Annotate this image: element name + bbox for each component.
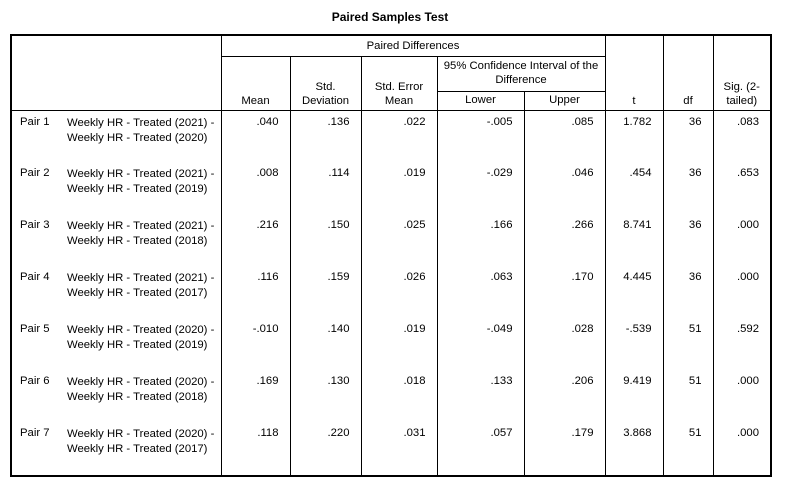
cell-lower: -.005 xyxy=(437,110,524,162)
confidence-interval-header: 95% Confidence Interval of the Difference xyxy=(437,56,605,91)
cell-sig: .653 xyxy=(713,162,771,214)
table-row xyxy=(11,370,771,422)
cell-mean: -.010 xyxy=(221,318,290,370)
cell-se: .018 xyxy=(361,370,437,422)
cell-t: 9.419 xyxy=(605,370,663,422)
cell-sig: .592 xyxy=(713,318,771,370)
cell-sd: .114 xyxy=(290,162,361,214)
cell-mean: .008 xyxy=(221,162,290,214)
cell-upper: .028 xyxy=(524,318,605,370)
lower-header: Lower xyxy=(437,91,524,110)
table-row xyxy=(11,266,771,318)
cell-sd: .159 xyxy=(290,266,361,318)
cell-sig: .000 xyxy=(713,266,771,318)
pair-name: Pair 5 xyxy=(11,318,63,370)
cell-se: .019 xyxy=(361,318,437,370)
cell-df: 36 xyxy=(663,214,713,266)
cell-df: 51 xyxy=(663,422,713,476)
mean-header: Mean xyxy=(221,56,290,110)
upper-header: Upper xyxy=(524,91,605,110)
cell-mean: .040 xyxy=(221,110,290,162)
cell-sd: .140 xyxy=(290,318,361,370)
pair-name: Pair 3 xyxy=(11,214,63,266)
cell-sig: .000 xyxy=(713,422,771,476)
cell-t: 4.445 xyxy=(605,266,663,318)
table-row xyxy=(11,422,771,476)
cell-lower: .057 xyxy=(437,422,524,476)
table-row xyxy=(11,214,771,266)
cell-sig: .000 xyxy=(713,214,771,266)
std-error-mean-header: Std. Error Mean xyxy=(361,56,437,110)
cell-se: .026 xyxy=(361,266,437,318)
pair-name: Pair 7 xyxy=(11,422,63,476)
pair-name: Pair 1 xyxy=(11,110,63,162)
cell-sd: .130 xyxy=(290,370,361,422)
cell-sd: .150 xyxy=(290,214,361,266)
table-body xyxy=(11,110,771,476)
cell-df: 51 xyxy=(663,318,713,370)
cell-t: 1.782 xyxy=(605,110,663,162)
pair-name: Pair 4 xyxy=(11,266,63,318)
cell-lower: -.049 xyxy=(437,318,524,370)
cell-df: 36 xyxy=(663,266,713,318)
cell-upper: .046 xyxy=(524,162,605,214)
t-header: t xyxy=(605,35,663,110)
pair-label: Weekly HR - Treated (2021) - Weekly HR - Treated (2020) xyxy=(63,110,221,162)
cell-sd: .136 xyxy=(290,110,361,162)
df-header: df xyxy=(663,35,713,110)
cell-sig: .083 xyxy=(713,110,771,162)
cell-t: 8.741 xyxy=(605,214,663,266)
pair-label: Weekly HR - Treated (2021) - Weekly HR - Treated (2017) xyxy=(63,266,221,318)
paired-samples-test-table xyxy=(10,34,772,477)
cell-df: 36 xyxy=(663,162,713,214)
table-row xyxy=(11,110,771,162)
cell-df: 36 xyxy=(663,110,713,162)
cell-upper: .170 xyxy=(524,266,605,318)
cell-lower: .133 xyxy=(437,370,524,422)
cell-upper: .179 xyxy=(524,422,605,476)
pair-label: Weekly HR - Treated (2021) - Weekly HR - Treated (2019) xyxy=(63,162,221,214)
cell-lower: .166 xyxy=(437,214,524,266)
cell-upper: .085 xyxy=(524,110,605,162)
cell-se: .019 xyxy=(361,162,437,214)
cell-mean: .118 xyxy=(221,422,290,476)
cell-sig: .000 xyxy=(713,370,771,422)
pair-label: Weekly HR - Treated (2020) - Weekly HR - Treated (2017) xyxy=(63,422,221,476)
cell-mean: .169 xyxy=(221,370,290,422)
std-deviation-header: Std. Deviation xyxy=(290,56,361,110)
corner-cell xyxy=(11,35,221,110)
cell-se: .025 xyxy=(361,214,437,266)
cell-se: .022 xyxy=(361,110,437,162)
table-row xyxy=(11,318,771,370)
cell-t: -.539 xyxy=(605,318,663,370)
cell-df: 51 xyxy=(663,370,713,422)
table-row xyxy=(11,162,771,214)
pair-label: Weekly HR - Treated (2020) - Weekly HR - Treated (2018) xyxy=(63,370,221,422)
table-title: Paired Samples Test xyxy=(331,10,449,24)
paired-differences-header: Paired Differences xyxy=(221,35,605,56)
cell-t: .454 xyxy=(605,162,663,214)
pair-label: Weekly HR - Treated (2020) - Weekly HR - Treated (2019) xyxy=(63,318,221,370)
cell-lower: -.029 xyxy=(437,162,524,214)
pair-name: Pair 2 xyxy=(11,162,63,214)
cell-upper: .266 xyxy=(524,214,605,266)
pair-name: Pair 6 xyxy=(11,370,63,422)
cell-mean: .116 xyxy=(221,266,290,318)
cell-upper: .206 xyxy=(524,370,605,422)
sig-header: Sig. (2-tailed) xyxy=(713,35,771,110)
cell-sd: .220 xyxy=(290,422,361,476)
cell-se: .031 xyxy=(361,422,437,476)
cell-lower: .063 xyxy=(437,266,524,318)
cell-t: 3.868 xyxy=(605,422,663,476)
cell-mean: .216 xyxy=(221,214,290,266)
pair-label: Weekly HR - Treated (2021) - Weekly HR - Treated (2018) xyxy=(63,214,221,266)
